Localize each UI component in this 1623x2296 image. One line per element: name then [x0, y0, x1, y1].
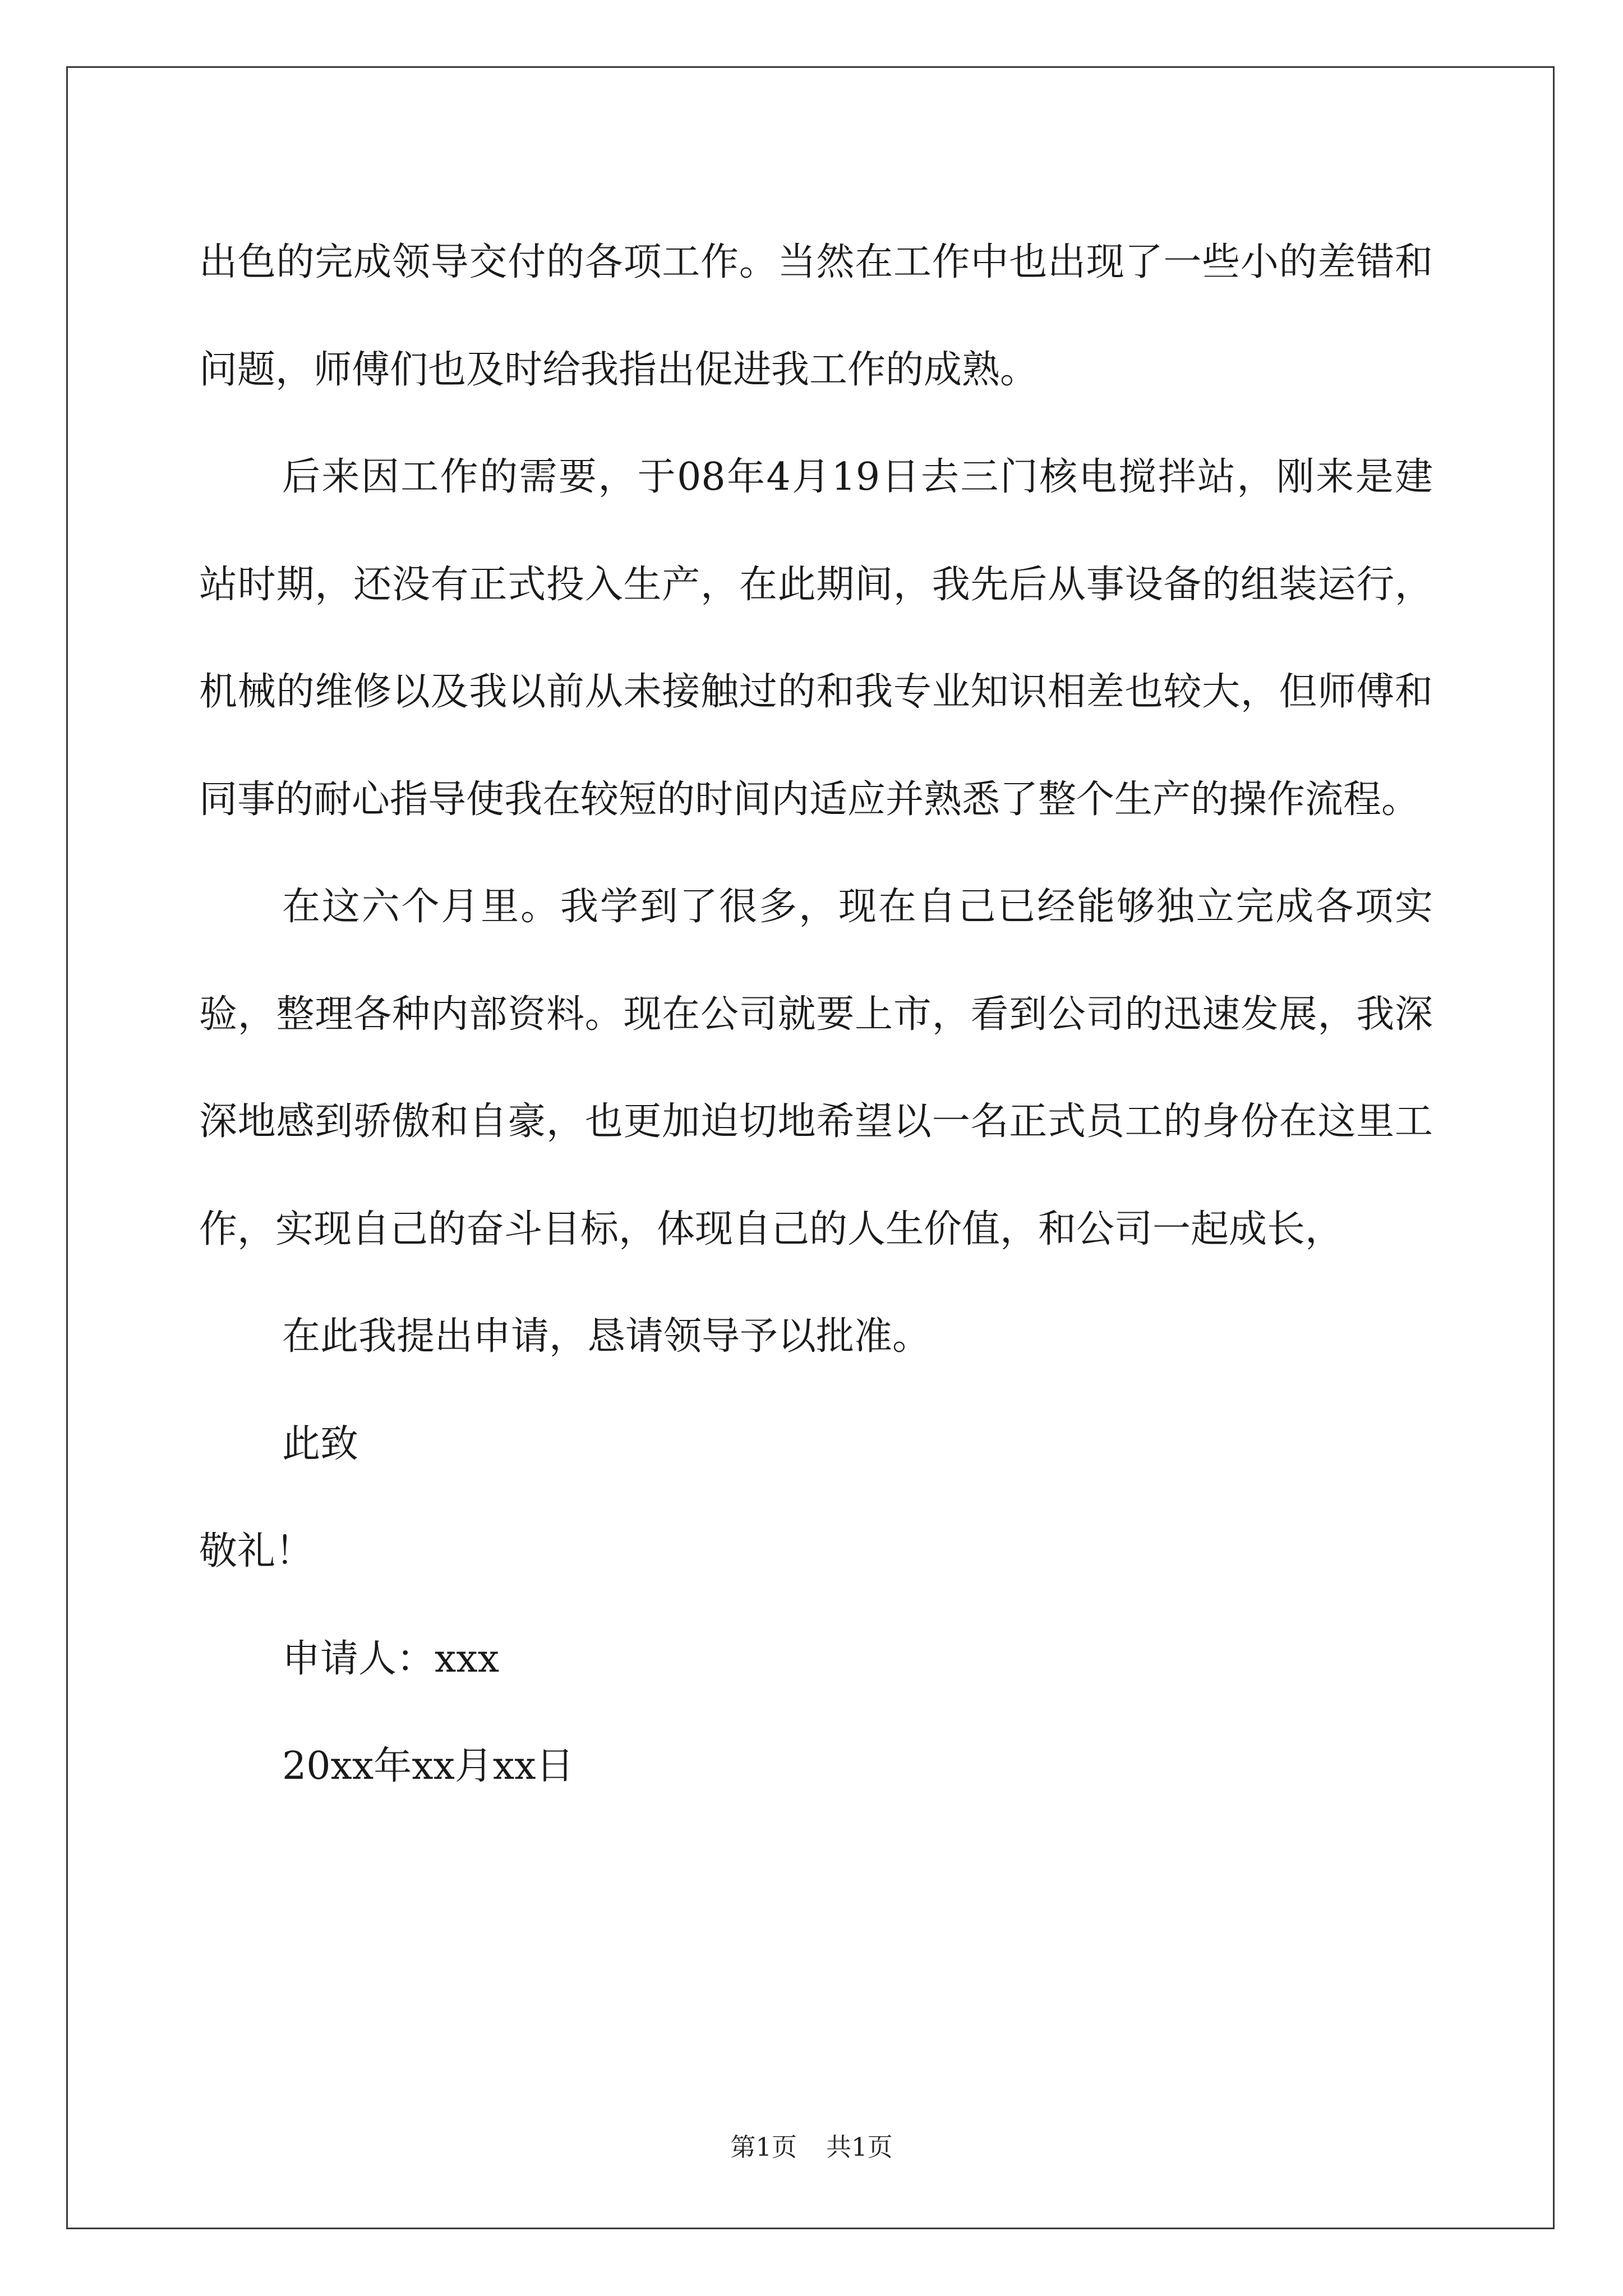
document-body [199, 209, 1433, 1820]
closing-salutation: 此致 [282, 1421, 359, 1466]
closing-regards: 敬礼！ [199, 1529, 314, 1573]
page-footer [0, 2131, 1623, 2164]
date-line: 20xx年xx月xx日 [282, 1744, 574, 1788]
paragraph: 出色的完成领导交付的各项工作。当然在工作中也出现了一些小的差错和问题，师傅们也及时给我指出促进我工作的成熟。 [199, 240, 1433, 392]
page-number: 第1页 [730, 2132, 797, 2162]
applicant-line: 申请人：xxx [282, 1636, 500, 1681]
paragraph: 在此我提出申请，恳请领导予以批准。 [282, 1314, 931, 1359]
page-total: 共1页 [826, 2132, 893, 2162]
paragraph: 后来因工作的需要，于08年4月19日去三门核电搅拌站，刚来是建站时期，还没有正式投入生产，在此期间，我先后从事设备的组装运行，机械的维修以及我以前从未接触过的和我专业知识相差也较大，但师傅和同事的耐心指导使我在较短的时间内适应并熟悉了整个生产的操作流程。 [199, 455, 1433, 822]
paragraph: 在这六个月里。我学到了很多，现在自己已经能够独立完成各项实验，整理各种内部资料。现在公司就要上市，看到公司的迅速发展，我深深地感到骄傲和自豪，也更加迫切地希望以一名正式员工的身份在这里工作，实现自己的奋斗目标，体现自己的人生价值，和公司一起成长， [199, 885, 1433, 1251]
